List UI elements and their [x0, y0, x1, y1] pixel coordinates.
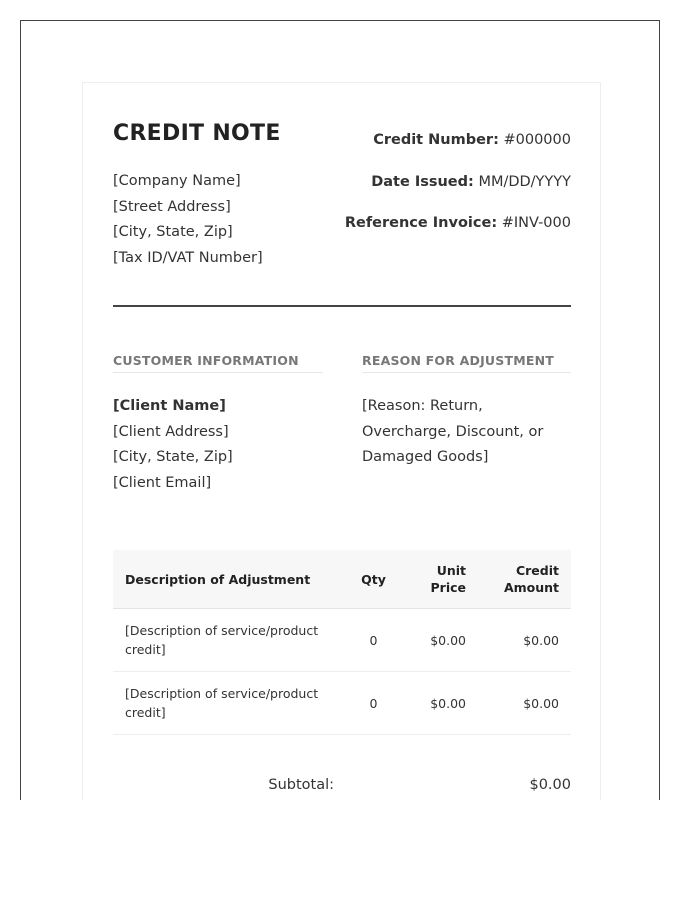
col-unit-price-header: Unit Price — [404, 550, 478, 609]
col-qty-header: Qty — [343, 550, 404, 609]
adjustment-items-table — [113, 550, 571, 735]
col-credit-amount-header: Credit Amount — [478, 550, 571, 609]
client-name: [Client Name] — [113, 398, 226, 414]
row-credit-amount: $0.00 — [478, 672, 571, 735]
row-description: [Description of service/product credit] — [113, 609, 343, 672]
viewport-frame — [20, 20, 660, 800]
subtotal-label: Subtotal: — [268, 777, 334, 793]
credit-meta — [345, 132, 571, 257]
company-name: [Company Name] — [113, 173, 241, 189]
company-city-state-zip: [City, State, Zip] — [113, 224, 233, 240]
date-issued-row — [345, 174, 571, 216]
customer-information-section — [113, 353, 323, 496]
table-header-row — [113, 550, 571, 609]
customer-information-heading: CUSTOMER INFORMATION — [113, 353, 323, 373]
company-street-address: [Street Address] — [113, 198, 231, 215]
row-qty: 0 — [343, 672, 404, 735]
credit-number-row — [345, 132, 571, 174]
date-issued-label: Date Issued: — [371, 173, 474, 190]
row-description: [Description of service/product credit] — [113, 672, 343, 735]
credit-note-page — [82, 82, 601, 800]
reference-invoice-label: Reference Invoice: — [344, 215, 498, 231]
client-city-state-zip: [City, State, Zip] — [113, 449, 233, 465]
header-divider — [113, 305, 571, 307]
row-unit-price: $0.00 — [404, 609, 478, 672]
table-row — [113, 609, 571, 672]
date-issued-value: MM/DD/YYYY — [478, 173, 571, 190]
row-unit-price: $0.00 — [404, 672, 478, 735]
table-body — [113, 609, 571, 735]
reason-heading: REASON FOR ADJUSTMENT — [362, 353, 571, 373]
reason-text: [Reason: Return, Overcharge, Discount, or Damaged Goods] — [362, 398, 544, 465]
row-credit-amount: $0.00 — [478, 609, 571, 672]
table-header — [113, 550, 571, 609]
reference-invoice-value: #INV-000 — [501, 215, 571, 231]
row-qty: 0 — [343, 609, 404, 672]
reason-for-adjustment-section — [362, 353, 571, 471]
col-description-header: Description of Adjustment — [113, 550, 343, 609]
table-row — [113, 672, 571, 735]
client-email: [Client Email] — [113, 474, 212, 491]
credit-number-label: Credit Number: — [373, 132, 499, 148]
company-tax-id: [Tax ID/VAT Number] — [113, 249, 263, 266]
company-block — [113, 169, 263, 271]
client-address: [Client Address] — [113, 423, 229, 440]
reference-invoice-row — [345, 215, 571, 257]
document-title: CREDIT NOTE — [113, 121, 281, 146]
credit-number-value: #000000 — [503, 132, 571, 148]
subtotal-value: $0.00 — [529, 777, 571, 793]
customer-details — [113, 394, 323, 496]
